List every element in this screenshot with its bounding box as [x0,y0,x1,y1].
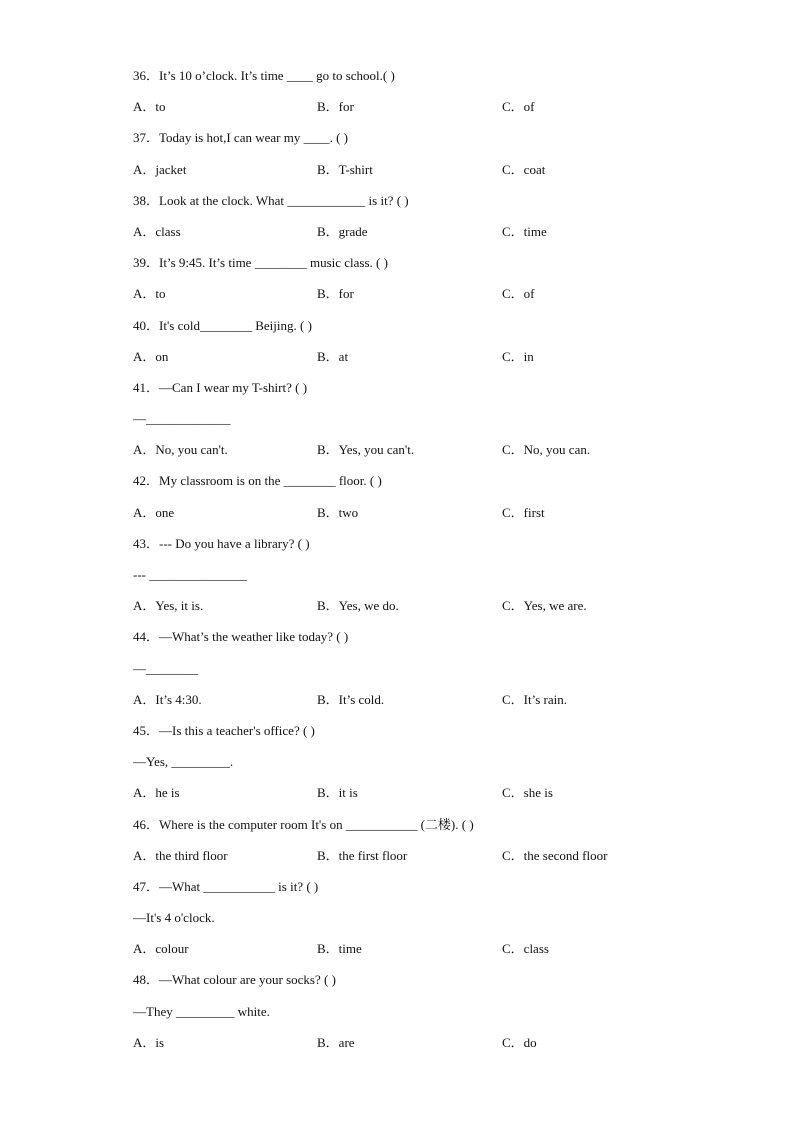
response-line: —________ [133,660,198,676]
option-a[interactable] [133,220,181,244]
question-number: 43． [133,535,160,551]
option-letter: A． [133,847,156,863]
option-letter: A． [133,941,156,957]
question-text: It's cold________ Beijing. ( ) [159,317,312,333]
option-b[interactable] [317,345,348,369]
question-41 [133,376,693,470]
option-text: to [155,286,166,302]
option-text: It’s cold. [338,691,385,707]
question-stem [133,376,693,407]
option-b[interactable] [317,1031,355,1055]
option-letter: B． [317,598,339,614]
option-letter: C． [502,286,524,302]
option-a[interactable] [133,937,189,961]
option-b[interactable] [317,937,362,961]
option-c[interactable] [502,1031,537,1055]
option-b[interactable] [317,594,399,618]
question-42 [133,469,693,531]
question-text: Today is hot,I can wear my ____. ( ) [159,130,348,146]
option-a[interactable] [133,688,202,712]
option-text: at [338,348,349,364]
question-text: It’s 9:45. It’s time ________ music class. ( ) [159,255,388,271]
option-letter: B． [317,504,339,520]
option-letter: B． [317,1034,339,1050]
option-text: in [523,348,534,364]
answer-options [133,844,693,875]
option-letter: C． [502,442,524,458]
option-b[interactable] [317,158,373,182]
option-letter: A． [133,161,156,177]
option-letter: A． [133,504,156,520]
option-c[interactable] [502,781,553,805]
option-a[interactable] [133,158,186,182]
option-a[interactable] [133,282,166,306]
option-c[interactable] [502,937,549,961]
response-line: —Yes, _________. [133,754,234,770]
question-text: —Is this a teacher's office? ( ) [159,722,315,738]
option-text: for [338,99,354,115]
option-c[interactable] [502,95,535,119]
answer-options [133,95,693,126]
option-b[interactable] [317,282,354,306]
question-stem [133,251,693,282]
option-text: time [338,941,362,957]
option-text: Yes, it is. [155,598,204,614]
option-b[interactable] [317,688,384,712]
option-text: is [155,1034,165,1050]
option-text: colour [155,941,189,957]
option-letter: B． [317,99,339,115]
option-letter: C． [502,348,524,364]
option-letter: A． [133,598,156,614]
option-c[interactable] [502,282,535,306]
option-letter: C． [502,691,524,707]
question-43 [133,532,693,626]
question-number: 38． [133,192,160,208]
option-text: for [338,286,354,302]
question-number: 36． [133,68,160,83]
question-text: Where is the computer room It's on ___________ (二楼). ( ) [159,816,474,832]
option-c[interactable] [502,688,567,712]
question-39 [133,251,693,313]
answer-options [133,158,693,189]
option-c[interactable] [502,594,587,618]
question-48 [133,968,693,1062]
option-letter: A． [133,785,156,801]
option-a[interactable] [133,1031,164,1055]
option-text: to [155,99,166,115]
question-47 [133,875,693,969]
option-letter: C． [502,785,524,801]
question-37 [133,126,693,188]
answer-options [133,345,693,376]
option-text: of [523,286,535,302]
question-stem [133,625,693,656]
option-c[interactable] [502,501,545,525]
option-c[interactable] [502,220,547,244]
question-text: Look at the clock. What ____________ is it? ( ) [159,192,409,208]
question-number: 40． [133,317,160,333]
option-text: Yes, you can't. [338,442,415,458]
option-a[interactable] [133,594,203,618]
option-text: Yes, we are. [523,598,587,614]
answer-options [133,501,693,532]
option-b[interactable] [317,220,368,244]
question-number: 47． [133,878,160,894]
option-text: No, you can't. [155,442,228,458]
question-text: It’s 10 o’clock. It’s time ____ go to school.( ) [159,68,395,83]
option-text: are [338,1034,355,1050]
question-list [133,64,693,1062]
option-text: Yes, we do. [338,598,399,614]
option-text: two [338,504,359,520]
question-number: 48． [133,972,160,988]
option-c[interactable] [502,345,534,369]
response-line: —They _________ white. [133,1003,270,1019]
option-text: coat [523,161,546,177]
question-36 [133,64,693,126]
question-text: —What’s the weather like today? ( ) [159,629,349,645]
option-letter: C． [502,99,524,115]
question-text: —What ___________ is it? ( ) [159,878,319,894]
option-text: the second floor [523,847,608,863]
option-c[interactable] [502,158,545,182]
question-46 [133,813,693,875]
question-number: 42． [133,473,160,489]
option-text: class [155,223,181,239]
answer-options [133,438,693,469]
answer-options [133,781,693,812]
response-line: —It's 4 o'clock. [133,910,215,926]
option-letter: A． [133,691,156,707]
question-text: —Can I wear my T-shirt? ( ) [159,379,308,395]
option-b[interactable] [317,95,354,119]
question-number: 44． [133,629,160,645]
option-letter: B． [317,785,339,801]
option-text: he is [155,785,180,801]
option-letter: A． [133,286,156,302]
question-number: 37． [133,130,160,146]
option-letter: B． [317,691,339,707]
option-text: It’s 4:30. [155,691,202,707]
option-letter: A． [133,442,156,458]
question-38 [133,189,693,251]
option-text: one [155,504,175,520]
option-letter: C． [502,1034,524,1050]
question-stem [133,469,693,500]
answer-options [133,594,693,625]
option-a[interactable] [133,844,228,868]
option-text: class [523,941,549,957]
option-letter: C． [502,847,524,863]
question-stem [133,189,693,220]
option-c[interactable] [502,844,607,868]
answer-options [133,937,693,968]
response-line: --- _______________ [133,567,247,582]
question-stem [133,64,693,95]
option-letter: B． [317,941,339,957]
question-number: 46． [133,816,160,832]
question-text: --- Do you have a library? ( ) [159,535,310,551]
option-a[interactable] [133,781,180,805]
option-letter: A． [133,1034,156,1050]
question-stem [133,314,693,345]
option-text: she is [523,785,553,801]
option-text: It’s rain. [523,691,567,707]
question-number: 45． [133,722,160,738]
option-letter: C． [502,504,524,520]
option-text: do [523,1034,537,1050]
option-letter: B． [317,847,339,863]
option-b[interactable] [317,438,414,462]
question-stem [133,126,693,157]
option-text: time [523,223,547,239]
option-letter: C． [502,598,524,614]
question-45 [133,719,693,813]
option-letter: B． [317,223,339,239]
option-text: the first floor [338,847,408,863]
option-a[interactable] [133,95,166,119]
option-text: the third floor [155,847,228,863]
option-text: it is [338,785,358,801]
option-letter: B． [317,286,339,302]
option-letter: B． [317,348,339,364]
option-letter: B． [317,161,339,177]
option-letter: C． [502,223,524,239]
option-letter: B． [317,442,339,458]
response-line: —_____________ [133,411,231,427]
option-letter: A． [133,223,156,239]
option-text: grade [338,223,368,239]
option-text: first [523,504,545,520]
question-44 [133,625,693,719]
option-letter: A． [133,348,156,364]
question-number: 39． [133,255,160,271]
option-text: No, you can. [523,442,591,458]
question-stem [133,532,693,563]
question-text: My classroom is on the ________ floor. ( ) [159,473,382,489]
option-text: of [523,99,535,115]
answer-options [133,1031,693,1062]
option-b[interactable] [317,844,407,868]
question-stem [133,813,693,844]
option-a[interactable] [133,501,174,525]
option-letter: A． [133,99,156,115]
option-a[interactable] [133,438,228,462]
option-b[interactable] [317,501,358,525]
question-stem [133,875,693,906]
answer-options [133,282,693,313]
answer-options [133,688,693,719]
option-letter: C． [502,161,524,177]
question-text: —What colour are your socks? ( ) [159,972,336,988]
option-text: jacket [155,161,187,177]
question-stem [133,719,693,750]
option-text: on [155,348,169,364]
question-40 [133,314,693,376]
option-c[interactable] [502,438,590,462]
option-b[interactable] [317,781,358,805]
question-stem [133,968,693,999]
option-a[interactable] [133,345,168,369]
option-text: T-shirt [338,161,373,177]
question-number: 41． [133,379,160,395]
answer-options [133,220,693,251]
option-letter: C． [502,941,524,957]
